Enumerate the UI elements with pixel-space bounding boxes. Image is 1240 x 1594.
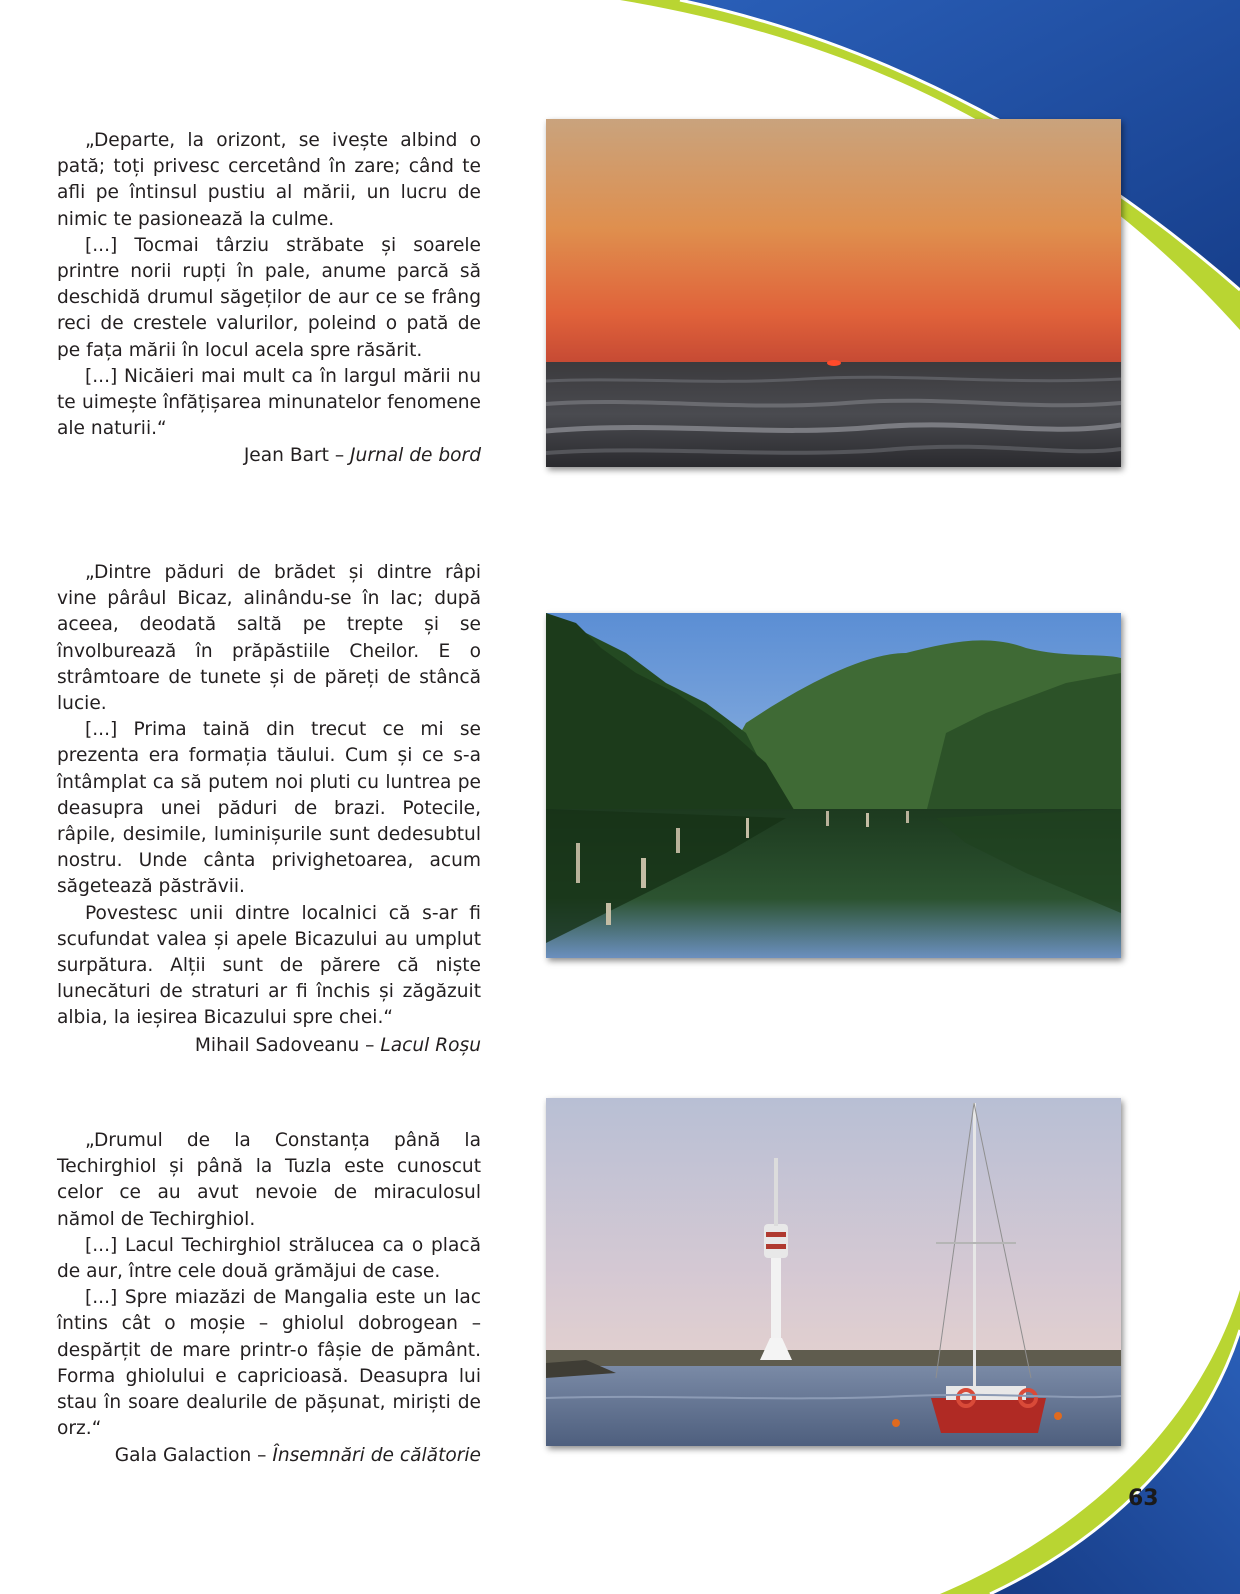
photo-techirghiol-lake bbox=[546, 1098, 1121, 1446]
passage-jean-bart bbox=[57, 128, 481, 470]
source-work: Însemnări de călătorie bbox=[272, 1445, 481, 1467]
page-number: 63 bbox=[1128, 1486, 1159, 1511]
passage-paragraph: „Departe, la orizont, se ivește albind o pată; toți privesc cercetând în zare; când te afli pe întinsul pustiu al mării, un lucru de nimic te pasionează la culme. bbox=[57, 130, 481, 230]
passage-paragraph: [...] Prima taină din trecut ce mi se prezenta era formația tăului. Cum și ce s-a întâmplat ca să putem noi pluti cu luntrea pe deasupra unei păduri de brazi. Potecile, râpile, desimile, luminișurile sunt dedesubtul nostru. Unde cânta privighetoarea, acum săgetează păstrăvii. bbox=[57, 719, 481, 898]
passage-paragraph: „Dintre păduri de brădet și dintre râpi vine pârâul Bicaz, alinându-se în lac; după aceea, deodată saltă pe trepte și se învolburează în prăpăstiile Cheilor. E o strâmtoare de tunete și de păreți de stâncă lucie. bbox=[57, 562, 481, 715]
passage-gala-galaction bbox=[57, 1128, 481, 1470]
photo-sea-sunrise bbox=[546, 119, 1121, 467]
photo-lacul-rosu bbox=[546, 613, 1121, 958]
passage-paragraph: [...] Nicăieri mai mult ca în largul mării nu te uimește înfățișarea minunatelor fenomene ale naturii.“ bbox=[57, 365, 481, 440]
source-author: Gala Galaction – bbox=[114, 1445, 273, 1467]
source-work: Lacul Roșu bbox=[380, 1034, 481, 1056]
passage-paragraph: [...] Tocmai târziu străbate și soarele printre norii rupți în pale, anume parcă să deschidă drumul săgeților de aur ce se frâng reci de crestele valurilor, poleind o pată de pe fața mării în locul acela spre răsărit. bbox=[57, 234, 481, 361]
passage-source bbox=[57, 1033, 481, 1059]
source-work: Jurnal de bord bbox=[350, 445, 481, 467]
passage-paragraph: [...] Spre miazăzi de Mangalia este un lac întins cât o moșie – ghiolul dobrogean – despărțit de mare printr-o fâșie de pământ. Forma ghiolului e capricioasă. Deasupra lui stau în soare dealurile de pășunat, miriști de orz.“ bbox=[57, 1287, 481, 1440]
source-author: Jean Bart – bbox=[243, 445, 351, 467]
passage-paragraph: Povestesc unii dintre localnici că s-ar fi scufundat valea și apele Bicazului au umplut surpătura. Alții sunt de părere că niște lunecături de straturi ar fi închis și zăgăzuit albia, la ieșirea Bicazului spre chei.“ bbox=[57, 902, 481, 1029]
passage-paragraph: [...] Lacul Techirghiol strălucea ca o placă de aur, între cele două grămăjui de case. bbox=[57, 1234, 481, 1283]
passage-source bbox=[57, 1443, 481, 1469]
passage-mihail-sadoveanu bbox=[57, 560, 481, 1059]
passage-source bbox=[57, 443, 481, 469]
source-author: Mihail Sadoveanu – bbox=[194, 1034, 381, 1056]
passage-paragraph: „Drumul de la Constanța până la Techirghiol și până la Tuzla este cunoscut celor ce au avut nevoie de miraculosul nămol de Techirghiol. bbox=[57, 1130, 481, 1230]
